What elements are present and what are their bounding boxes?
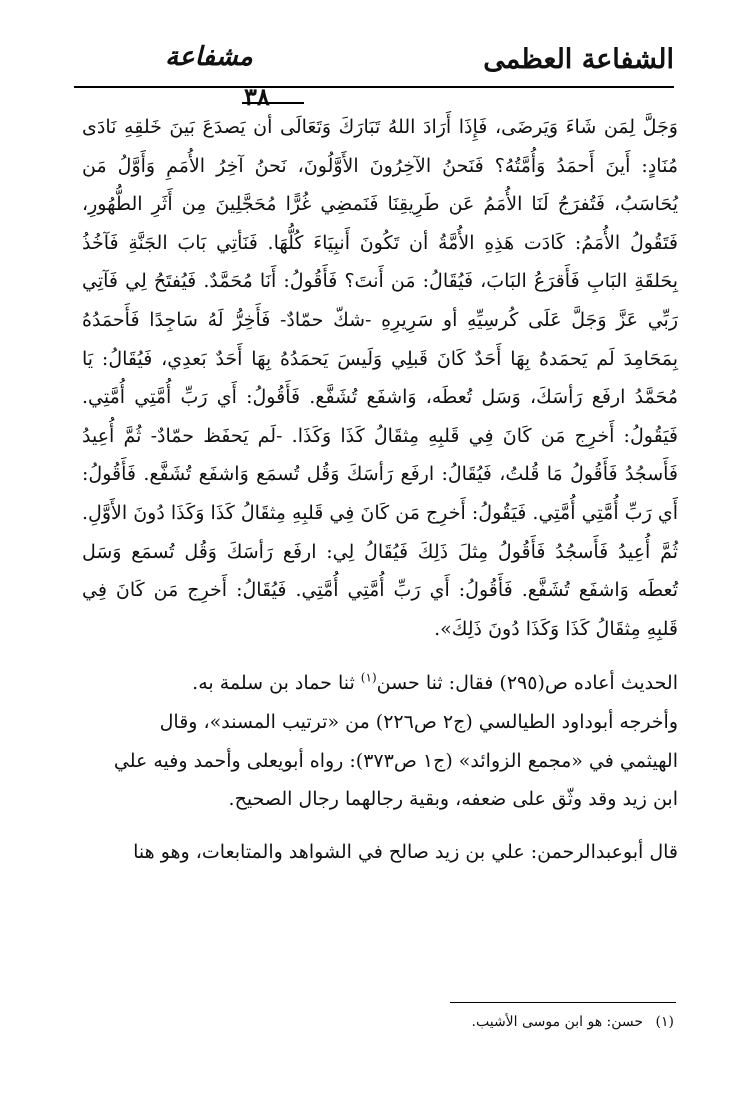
footnote-text: حسن: هو ابن موسى الأشيب.	[471, 1014, 644, 1030]
hadith-line: ذَلِكَ فَيُقَالُ لِي: ارفَع رَأسَكَ وَقُل تُسمَع وَسَل تُعطَه وَاشفَع تُشَفَّع. فَأَقُولُ:	[82, 540, 679, 602]
page-number-underline	[242, 102, 304, 104]
reference-line: الهيثمي في «مجمع الزوائد» (ج١ ص٣٧٣): رواه أبويعلى وأحمد وفيه علي	[113, 749, 678, 772]
footnote-separator	[450, 1002, 676, 1003]
hadith-line: وَجَلَّ لِمَن شَاءَ وَيَرضَى، فَإِذَا أَرَادَ اللهُ تَبَارَكَ وَتَعَالَى أن يَصدَعَ بَينَ خَلقِهِ	[124, 116, 678, 138]
hadith-line: بِهَا أَحَدٌ بَعدِي، فَيُقَالُ: يَا مُحَمَّدُ ارفَع رَأسَكَ، وَسَل تُعطَه، وَاشفَع تُشَفَّع.	[82, 347, 679, 409]
page-body	[82, 108, 678, 871]
reference-line: وأخرجه أبوداود الطيالسي (ج٢ ص٢٢٦) من «ترتيب المسند»، وقال	[159, 710, 678, 733]
hadith-line: مَن كَانَ فِي قَلبِهِ مِثقَالُ كَذَا وَكَذَا دُونَ الأَوَّلِ. ثُمَّ أُعِيدُ فَأَسجُدُ فَأَقُولُ مِثلَ	[82, 501, 679, 563]
hadith-line: مُحَمَّدٌ. فَيُفتَحُ لِي فَآتِي رَبِّي عَزَّ وَجَلَّ عَلَى كُرسِيِّهِ أو سَرِيرِهِ -شكّ حمّادٌ-	[82, 270, 678, 331]
hadith-text	[82, 108, 678, 648]
author-comment: قال أبوعبدالرحمن: علي بن زيد صالح في الشواهد والمتابعات، وهو هنا	[133, 840, 678, 863]
hadith-line: وَأَوَّلُ مَن يُحَاسَبُ، فَتُفرَجُ لَنَا الأُمَمُ عَن طَرِيقِنَا فَنَمضِي غُرًّا مُحَجَّلِينَ مِن	[82, 154, 679, 216]
page-number: ٣٨	[244, 82, 270, 111]
header-rule	[74, 86, 674, 88]
reference-text: الحديث أعاده ص(٢٩٥) فقال: ثنا حسن	[376, 672, 678, 695]
book-title: الشفاعة العظمى	[483, 44, 674, 75]
hadith-line: نَادَى مُنَادٍ: أَينَ أَحمَدُ وَأُمَّتُهُ؟ فَنَحنُ الآخِرُونَ الأَوَّلُونَ، نَحنُ آخِرُ الأُمَمِ	[82, 116, 678, 177]
reference-line	[82, 664, 678, 703]
hadith-line: أَي رَبِّ أُمَّتِي أُمَّتِي. فَيُقَالُ: أَخرِج مَن كَانَ فِي قَلبِهِ مِثقَالُ كَذَا وَكَذَا دُونَ	[82, 579, 678, 640]
hadith-line: رَأسَكَ وَقُل تُسمَع وَاشفَع تُشَفَّع. فَأَقُولُ: أَي رَبِّ أُمَّتِي أُمَّتِي. فَيَقُولُ: أَخرِج	[82, 463, 678, 524]
hadith-line: فَأَخِرُّ لَهُ سَاجِدًا فَأَحمَدُهُ بِمَحَامِدَ لَم يَحمَدهُ بِهَا أَحَدٌ كَانَ قَبلِي وَلَيسَ يَحمَدُهُ	[82, 308, 679, 370]
spacer	[82, 819, 678, 833]
reference-line: ابن زيد وقد وثّق على ضعفه، وبقية رجالهما رجال الصحيح.	[228, 788, 678, 811]
footnote	[78, 1014, 674, 1030]
footnote-reference[interactable]: (١)	[360, 670, 377, 685]
footnote-number: (١)	[655, 1014, 674, 1030]
hadith-line: بَابَ الجَنَّةِ فَآخُذُ بِحَلقَةِ البَابِ فَأَقرَعُ البَابَ، فَيُقَالُ: مَن أَنتَ؟ فَأَقُولُ: أَنَا	[82, 231, 678, 293]
page-header	[74, 34, 674, 111]
hadith-line: أَثَرِ الطُّهُورِ، فَتَقُولُ الأُمَمُ: كَادَت هَذِهِ الأُمَّةُ أن تَكُونَ أَنبِيَاءَ كُلُّهَا. فَنَأتِي	[82, 193, 678, 254]
hadith-line: فَأَقُولُ: أَي رَبِّ أُمَّتِي أُمَّتِي. فَيَقُولُ: أَخرِج مَن كَانَ فِي قَلبِهِ مِثقَالُ كَذَا	[82, 386, 679, 447]
hadith-line: ذَلِكَ».	[434, 617, 483, 640]
takhrij-references	[82, 664, 678, 818]
reference-text: ثنا حماد بن سلمة به.	[192, 672, 361, 695]
hadith-line: وَكَذَا. -لَم يَحفَظ حمّادٌ- ثُمَّ أُعِيدُ فَأَسجُدُ فَأَقُولُ مَا قُلتُ، فَيُقَالُ: ارفَع	[82, 424, 678, 486]
logo-text: مشفاعة	[165, 42, 253, 72]
